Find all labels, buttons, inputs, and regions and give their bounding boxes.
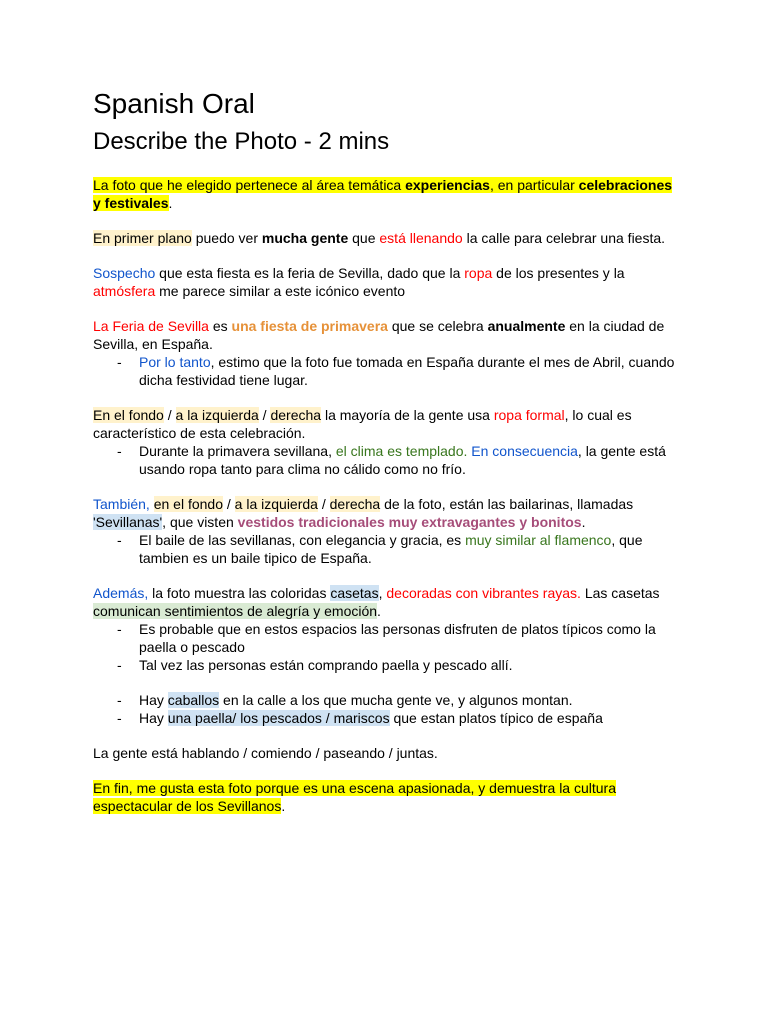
list-item	[93, 709, 683, 727]
text-run-blue: Por lo tanto	[139, 354, 211, 370]
text-run-highlight: a la izquierda	[234, 496, 318, 512]
paragraph-intro	[93, 176, 683, 212]
text-run-highlight: derecha	[329, 496, 381, 512]
text-run-highlight: En fin, me gusta esta foto porque es una escena apasionada, y demuestra la cultura espectacular de los Sevillanos	[93, 780, 616, 814]
text-run-magenta-bold: vestidos tradicionales muy extravagantes y bonitos	[237, 514, 582, 530]
text-run: /	[163, 407, 176, 423]
text-run-bold: experiencias	[405, 177, 490, 193]
text-run: , la gente está usando ropa tanto para clima no cálido como no frío.	[139, 443, 666, 477]
text-run-red: La Feria de Sevilla	[93, 318, 209, 334]
text-run-blue: Además,	[93, 585, 149, 601]
text-run: Las casetas	[580, 585, 660, 601]
text-run-orange-bold: una fiesta de primavera	[231, 318, 388, 334]
text-run-red: ropa formal	[493, 407, 565, 423]
paragraph-people: La gente está hablando / comiendo / paseando / juntas.	[93, 745, 438, 761]
text-run-red: atmósfera	[93, 283, 156, 299]
text-run: Hay	[139, 692, 168, 708]
list-item: - Tal vez las personas están comprando paella y pescado allí.	[93, 656, 683, 674]
text-run: ,	[378, 585, 387, 601]
text-run-red: está llenando	[379, 230, 463, 246]
text-run-green: muy similar al flamenco	[465, 532, 612, 548]
text-run-red: decoradas con vibrantes rayas.	[386, 585, 581, 601]
text-run: de los presentes y la	[492, 265, 625, 281]
text-run-bold: celebraciones y festivales	[93, 177, 673, 211]
text-run	[93, 177, 672, 211]
text-run: , en particular	[489, 177, 579, 193]
text-run: , que tambien es un baile tipico de España.	[139, 532, 643, 566]
paragraph-background	[93, 406, 683, 442]
list-spacer	[93, 674, 683, 691]
text-run-highlight: en el fondo	[153, 496, 223, 512]
document-subtitle: Describe the Photo - 2 mins	[93, 128, 390, 155]
text-run: que se celebra	[387, 318, 488, 334]
text-run: en la ciudad de Sevilla, en España.	[93, 318, 665, 352]
text-run: Hay	[139, 710, 168, 726]
text-run: la calle para celebrar una fiesta.	[462, 230, 666, 246]
list-item	[93, 531, 683, 567]
bullet-list	[93, 353, 683, 389]
list-item: - Es probable que en estos espacios las personas disfruten de platos típicos como la paella o pescado	[93, 620, 683, 656]
bullet-list	[93, 442, 683, 478]
paragraph-suspect	[93, 264, 683, 300]
document-title: Spanish Oral	[93, 88, 255, 119]
text-run: Durante la primavera sevillana,	[139, 443, 336, 459]
text-run: es	[208, 318, 232, 334]
text-run: que esta fiesta es la feria de Sevilla, dado que la	[155, 265, 465, 281]
text-run-bold: anualmente	[487, 318, 566, 334]
list-item	[93, 691, 683, 709]
text-run-highlight-blue: 'Sevillanas'	[93, 514, 163, 530]
paragraph-feria	[93, 317, 683, 353]
document-content	[93, 86, 683, 832]
paragraph-dancers	[93, 495, 683, 531]
text-run-highlight-blue: casetas	[330, 585, 379, 601]
text-run: /	[317, 496, 330, 512]
text-run: /	[258, 407, 271, 423]
text-run-highlight: derecha	[270, 407, 322, 423]
text-run: .	[168, 195, 173, 211]
text-run: puedo ver	[191, 230, 262, 246]
text-run: , que visten	[162, 514, 238, 530]
text-run: /	[223, 496, 235, 512]
text-run-blue: En consecuencia	[471, 443, 578, 459]
text-run-highlight-blue: caballos	[167, 692, 220, 708]
text-run: .	[377, 603, 381, 619]
text-run: , lo cual es característico de esta celebración.	[93, 407, 632, 441]
text-run-blue: También,	[93, 496, 150, 512]
text-run: .	[581, 514, 586, 530]
text-run-bold: mucha gente	[261, 230, 349, 246]
text-run-highlight-blue: una paella/ los pescados / mariscos	[167, 710, 390, 726]
text-run-highlight-green: comunican sentimientos de alegría y emoción	[93, 603, 378, 619]
list-item	[93, 353, 683, 389]
text-run: que estan platos típico de españa	[389, 710, 603, 726]
paragraph-foreground	[93, 229, 683, 247]
bullet-list	[93, 531, 683, 567]
text-run: la mayoría de la gente usa	[321, 407, 494, 423]
text-run: que	[348, 230, 380, 246]
paragraph-conclusion	[93, 779, 683, 815]
text-run-blue: Sospecho	[93, 265, 156, 281]
text-run: .	[281, 798, 286, 814]
list-item	[93, 442, 683, 478]
text-run-highlight: En primer plano	[93, 230, 192, 246]
bullet-list	[93, 620, 683, 727]
text-run-red: ropa	[464, 265, 493, 281]
paragraph-casetas	[93, 584, 683, 620]
text-run-highlight: En el fondo	[93, 407, 164, 423]
text-run: me parece similar a este icónico evento	[155, 283, 406, 299]
text-run: de la foto, están las bailarinas, llamadas	[380, 496, 634, 512]
text-run: El baile de las sevillanas, con elegancia y gracia, es	[139, 532, 466, 548]
text-run: la foto muestra las coloridas	[148, 585, 331, 601]
text-run: , estimo que la foto fue tomada en España durante el mes de Abril, cuando dicha festividad tiene lugar.	[139, 354, 675, 388]
text-run-highlight: a la izquierda	[175, 407, 259, 423]
text-run: en la calle a los que mucha gente ve, y algunos montan.	[219, 692, 573, 708]
document-body	[93, 176, 683, 815]
text-run: La foto que he elegido pertenece al área temática	[93, 177, 406, 193]
text-run-green: el clima es templado.	[335, 443, 468, 459]
